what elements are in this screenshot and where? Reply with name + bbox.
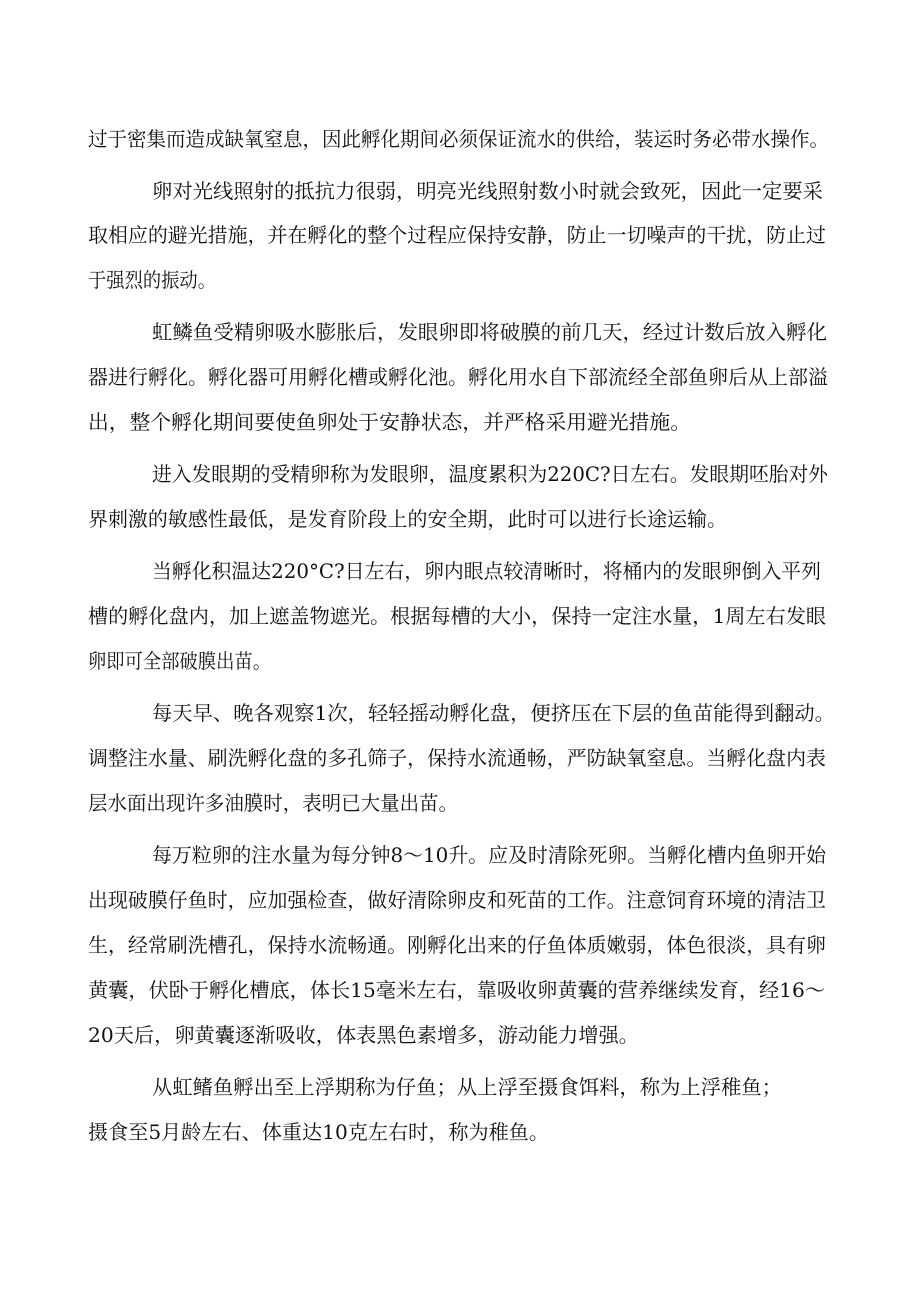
- text-line: 卵对光线照射的抵抗力很弱，明亮光线照射数小时就会致死，因此一定要采: [152, 179, 823, 203]
- text-line: 出，整个孵化期间要使鱼卵处于安静状态，并严格采用避光措施。: [88, 410, 691, 434]
- text-line: 调整注水量、刷洗孵化盘的多孔筛子，保持水流通畅，严防缺氧窒息。当孵化盘内表: [88, 746, 826, 770]
- text-line: 虹鳞鱼受精卵吸水膨胀后，发眼卵即将破膜的前几天，经过计数后放入孵化: [152, 320, 827, 344]
- text-line: 于强烈的振动。: [88, 268, 216, 292]
- text-line: 每天早、晚各观察1次，轻轻摇动孵化盘，便挤压在下层的鱼苗能得到翻动。: [152, 701, 835, 725]
- text-line: 界刺激的敏感性最低，是发育阶段上的安全期，此时可以进行长途运输。: [88, 507, 727, 531]
- text-line: 进入发眼期的受精卵称为发眼卵，温度累积为220C?日左右。发眼期呸胎对外: [152, 462, 828, 486]
- text-line: 每万粒卵的注水量为每分钟8～10升。应及时清除死卵。当孵化槽内鱼卵开始: [152, 843, 826, 867]
- text-line: 从虹鳍鱼孵出至上浮期称为仔鱼；从上浮至摄食饵料，称为上浮稚鱼；: [152, 1075, 782, 1099]
- text-line: 取相应的避光措施，并在孵化的整个过程应保持安静，防止一切噪声的干扰，防止过: [88, 223, 826, 247]
- text-line: 器进行孵化。孵化器可用孵化槽或孵化池。孵化用水自下部流经全部鱼卵后从上部溢: [88, 365, 828, 389]
- text-line: 20天后，卵黄囊逐渐吸收，体表黑色素增多，游动能力增强。: [88, 1023, 639, 1047]
- text-line: 槽的孵化盘内，加上遮盖物遮光。根据每槽的大小，保持一定注水量，1周左右发眼: [88, 604, 826, 628]
- text-line: 卵即可全部破膜出苗。: [88, 649, 271, 673]
- text-line: 过于密集而造成缺氧窒息，因此孵化期间必须保证流水的供给，装运时务必带水操作。: [88, 127, 829, 151]
- text-line: 摄食至5月龄左右、体重达10克左右时，称为稚鱼。: [88, 1120, 549, 1144]
- text-line: 出现破膜仔鱼时，应加强检查，做好清除卵皮和死苗的工作。注意饲育环境的清洁卫: [88, 888, 826, 912]
- text-line: 层水面出现许多油膜时，表明已大量出苗。: [88, 791, 458, 815]
- text-line: 黄囊，伏卧于孵化槽底，体长15毫米左右，靠吸收卵黄囊的营养继续发育，经16～: [88, 978, 825, 1002]
- text-line: 生，经常刷洗槽孔，保持水流畅通。刚孵化出来的仔鱼体质嫩弱，体色很淡，具有卵: [88, 933, 826, 957]
- text-line: 当孵化积温达220°C?日左右，卵内眼点较清晰时，将桶内的发眼卵倒入平列: [152, 559, 821, 583]
